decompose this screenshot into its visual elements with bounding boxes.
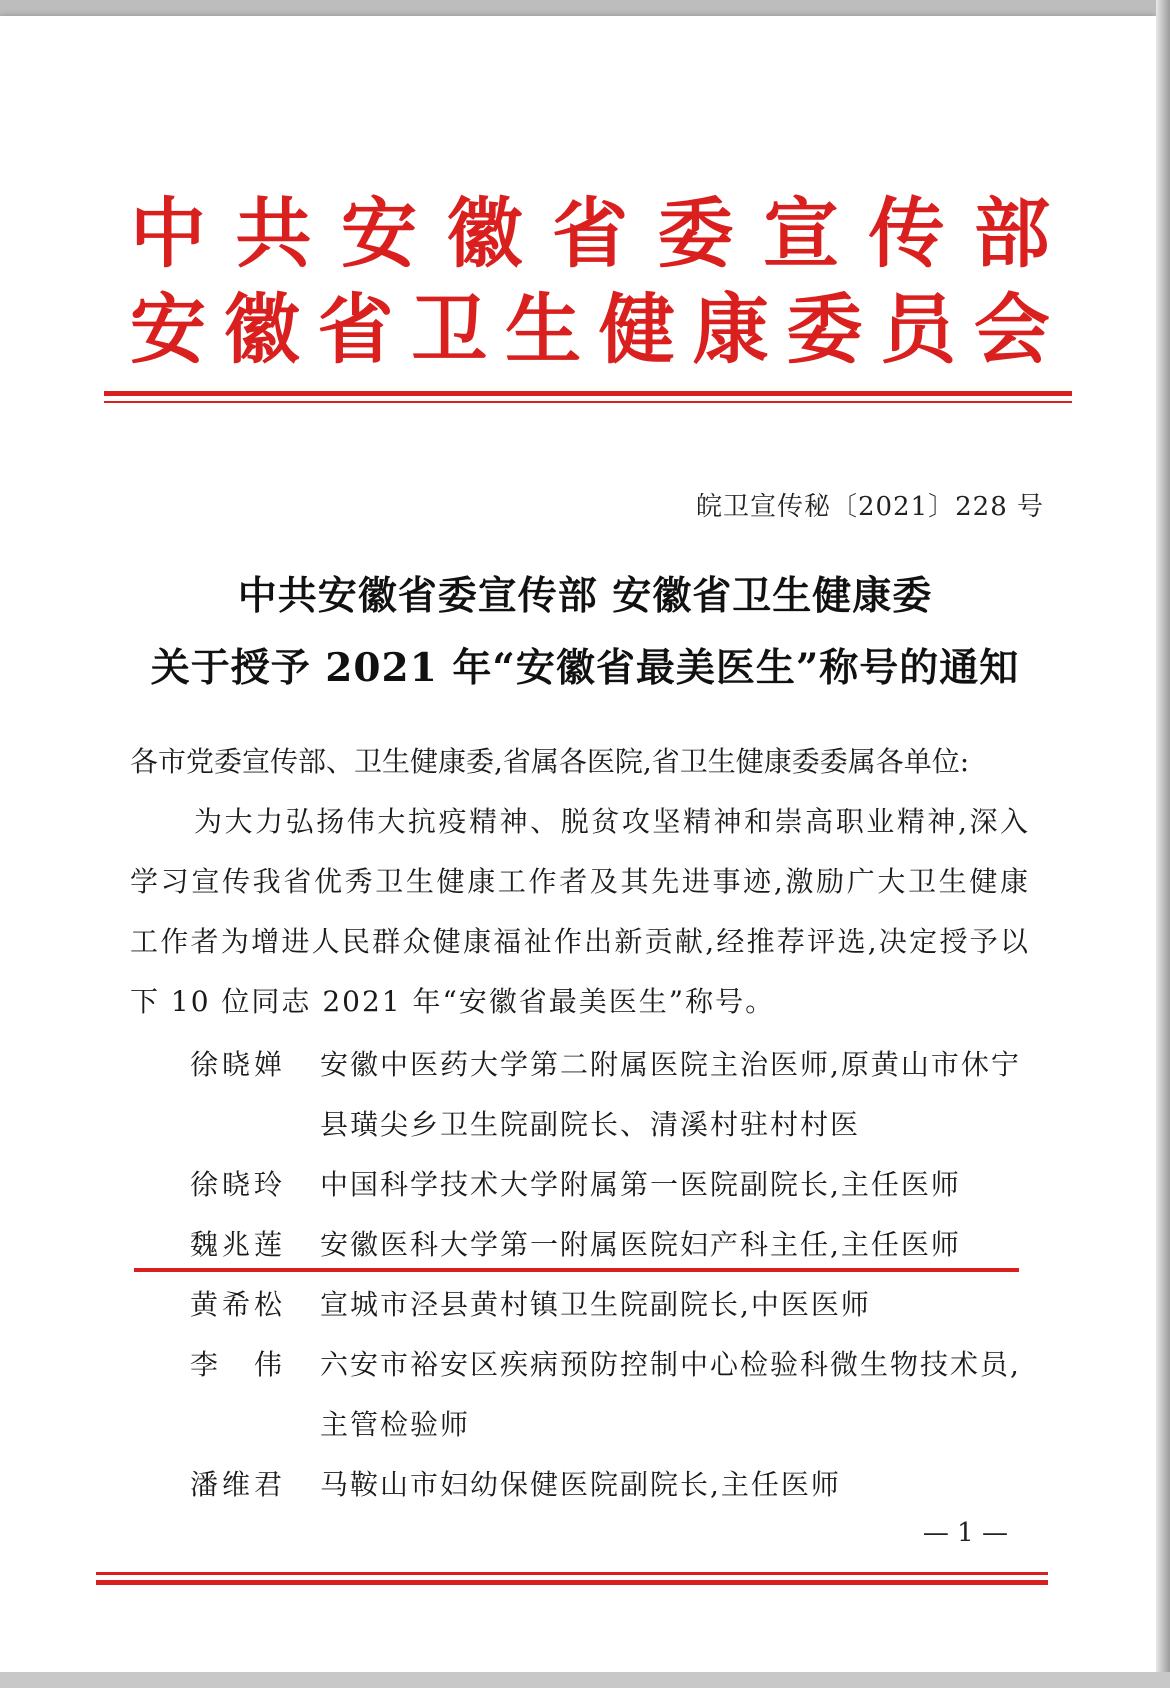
title-line1: 中共安徽省委宣传部 安徽省卫生健康委 (237, 573, 933, 619)
org-char: 省 (317, 285, 394, 374)
org-char: 会 (973, 285, 1050, 374)
org-name-line1 (130, 189, 1050, 278)
honoree-row (190, 1215, 1030, 1275)
page-edge-bottom (0, 1672, 1170, 1688)
footer-rule-thin (96, 1572, 1048, 1575)
header-rule-thick (104, 391, 1072, 396)
salutation: 各市党委宣传部、卫生健康委,省属各医院,省卫生健康委委属各单位: (130, 745, 970, 778)
honoree-desc: 六安市裕安区疾病预防控制中心检验科微生物技术员,主管检验师 (320, 1348, 1021, 1441)
honoree-row (190, 1035, 1030, 1155)
org-char: 共 (235, 189, 312, 278)
footer-rule-thick (96, 1580, 1048, 1585)
org-char: 康 (692, 285, 769, 374)
org-char: 委 (786, 285, 863, 374)
org-char: 传 (868, 189, 945, 278)
honoree-name: 黄希松 (190, 1288, 287, 1321)
org-char: 部 (974, 189, 1050, 278)
org-char: 徽 (446, 189, 523, 278)
org-char: 员 (880, 285, 957, 374)
honoree-desc: 中国科学技术大学附属第一医院副院长,主任医师 (320, 1168, 961, 1201)
header-rule-thin (104, 401, 1072, 403)
org-name-line2 (130, 285, 1050, 374)
honoree-row (190, 1455, 1030, 1515)
honoree-row (190, 1275, 1030, 1335)
highlight-underline (134, 1268, 1019, 1272)
org-char: 健 (598, 285, 675, 374)
honoree-row (190, 1155, 1030, 1215)
org-char: 省 (552, 189, 628, 278)
main-paragraph: 为大力弘扬伟大抗疫精神、脱贫攻坚精神和崇高职业精神,深入学习宣传我省优秀卫生健康工作者及其先进事迹,激励广大卫生健康工作者为增进人民群众健康福祉作出新贡献,经推荐评选,决定授予以下 10 位同志 2021 年“安徽省最美医生”称号。 (130, 805, 1030, 1018)
honoree-desc: 宣城市泾县黄村镇卫生院副院长,中医医师 (320, 1288, 871, 1321)
honoree-name: 徐晓玲 (190, 1168, 287, 1201)
honoree-desc: 安徽医科大学第一附属医院妇产科主任,主任医师 (320, 1228, 961, 1261)
org-char: 安 (130, 285, 206, 374)
document-number: 皖卫宣传秘〔2021〕228 号 (695, 492, 1044, 522)
org-char: 中 (130, 189, 206, 278)
honoree-row (190, 1335, 1030, 1455)
org-char: 宣 (763, 189, 839, 278)
org-char: 徽 (223, 285, 300, 374)
page-edge-right (1156, 0, 1170, 1688)
title-line2: 关于授予 2021 年“安徽省最美医生”称号的通知 (150, 645, 1020, 691)
honoree-name: 潘维君 (190, 1468, 287, 1501)
page-number: — 1 — (922, 1518, 1008, 1548)
org-char: 生 (505, 285, 582, 374)
honoree-name: 李 伟 (190, 1348, 287, 1381)
org-char: 委 (657, 189, 734, 278)
org-char: 安 (341, 189, 417, 278)
honoree-desc: 安徽中医药大学第二附属医院主治医师,原黄山市休宁县璜尖乡卫生院副院长、清溪村驻村村医 (320, 1048, 1021, 1141)
honoree-desc: 马鞍山市妇幼保健医院副院长,主任医师 (320, 1468, 841, 1501)
honoree-name: 徐晓婵 (190, 1048, 287, 1081)
org-char: 卫 (411, 285, 488, 374)
honoree-name: 魏兆莲 (190, 1228, 287, 1261)
